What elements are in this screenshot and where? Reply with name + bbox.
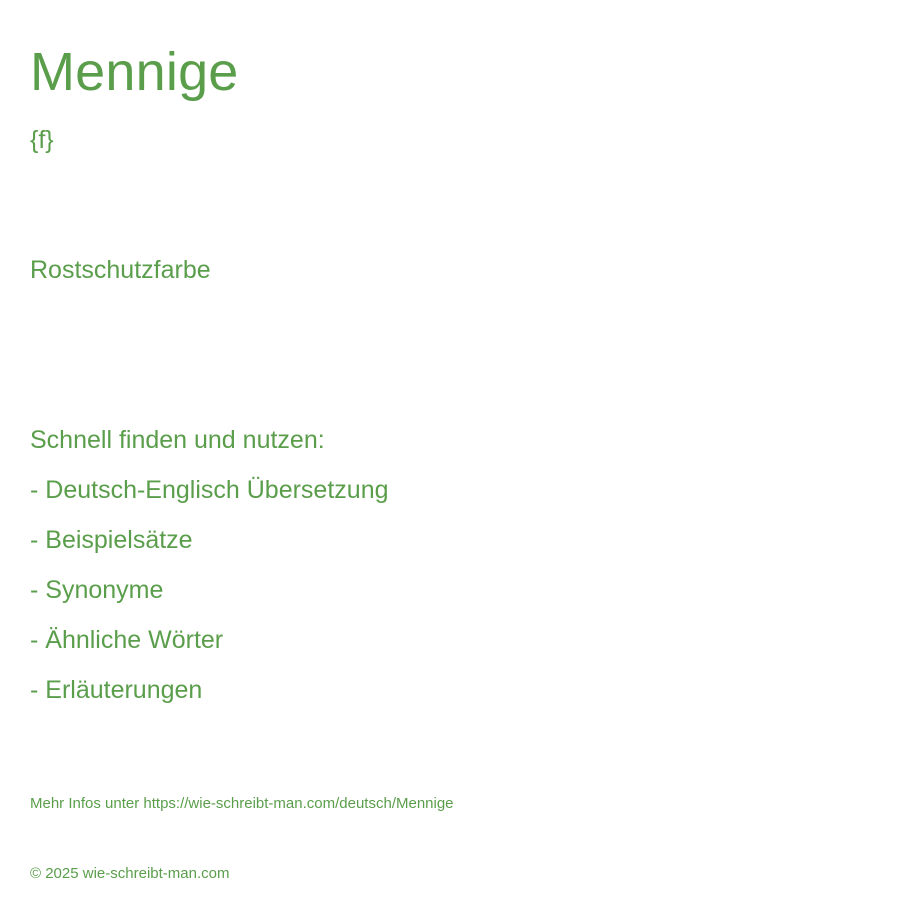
feature-item-translation: - Deutsch-Englisch Übersetzung <box>30 476 389 504</box>
copyright-text: © 2025 wie-schreibt-man.com <box>30 865 230 882</box>
feature-item-synonyms: - Synonyme <box>30 576 164 604</box>
headword: Mennige <box>30 42 239 102</box>
feature-item-similar-words: - Ähnliche Wörter <box>30 626 224 654</box>
feature-item-example-sentences: - Beispielsätze <box>30 526 193 554</box>
definition-text: Rostschutzfarbe <box>30 256 211 284</box>
feature-item-explanations: - Erläuterungen <box>30 676 203 704</box>
feature-list <box>30 424 389 724</box>
more-info-text: Mehr Infos unter https://wie-schreibt-man.com/deutsch/Mennige <box>30 795 454 812</box>
feature-list-heading: Schnell finden und nutzen: <box>30 426 325 454</box>
gender-marker: {f} <box>30 126 54 154</box>
